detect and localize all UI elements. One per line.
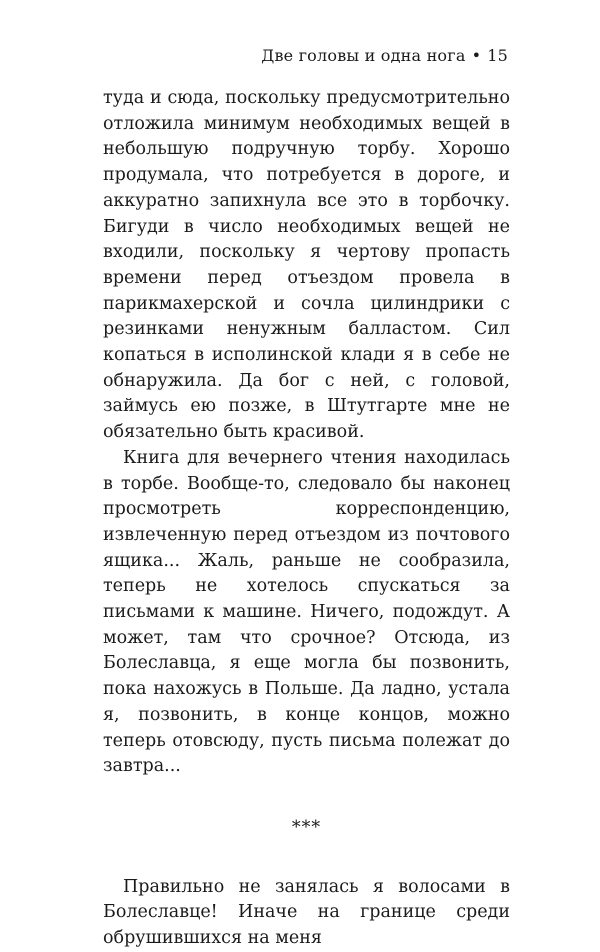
paragraph-2: Книга для вечернего чтения находилась в торбе. Вообще-то, следовало бы наконец просмотреть корреспонденцию, извлеченную перед отъездом из почтового ящика... Жаль, раньше не сообразила, теперь не хотелось спускаться за письмами к машине. Ничего, подождут. А может, там что срочное? Отсюда, из Болеславца, я еще могла бы позвонить, пока нахожусь в Польше. Да ладно, устала я, позвонить, в конце концов, можно теперь отовсюду, пусть письма полежат до завтра... <box>103 447 510 777</box>
paragraph-3: Правильно не занялась я волосами в Болеславце! Иначе на границе среди обрушившихся на меня <box>103 876 510 949</box>
section-break: *** <box>291 817 322 838</box>
paragraph-1: туда и сюда, поскольку предусмотрительно отложила минимум необходимых вещей в небольшую подручную торбу. Хорошо продумала, что потребуется в дороге, и аккуратно запихнула все это в торбочку. Бигуди в число необходимых вещей не входили, поскольку я чертову пропасть времени перед отъездом провела в парикмахерской и сочла цилиндрики с резинками ненужным балластом. Сил копаться в исполинской клади я в себе не обнаружила. Да бог с ней, с головой, займусь ею позже, в Штутгарте мне не обязательно быть красивой. <box>103 88 510 443</box>
header-separator: • <box>471 46 482 65</box>
page-number: 15 <box>487 46 508 65</box>
running-header-title: Две головы и одна нога <box>261 46 466 65</box>
running-header <box>261 46 508 65</box>
body-text <box>103 86 510 952</box>
